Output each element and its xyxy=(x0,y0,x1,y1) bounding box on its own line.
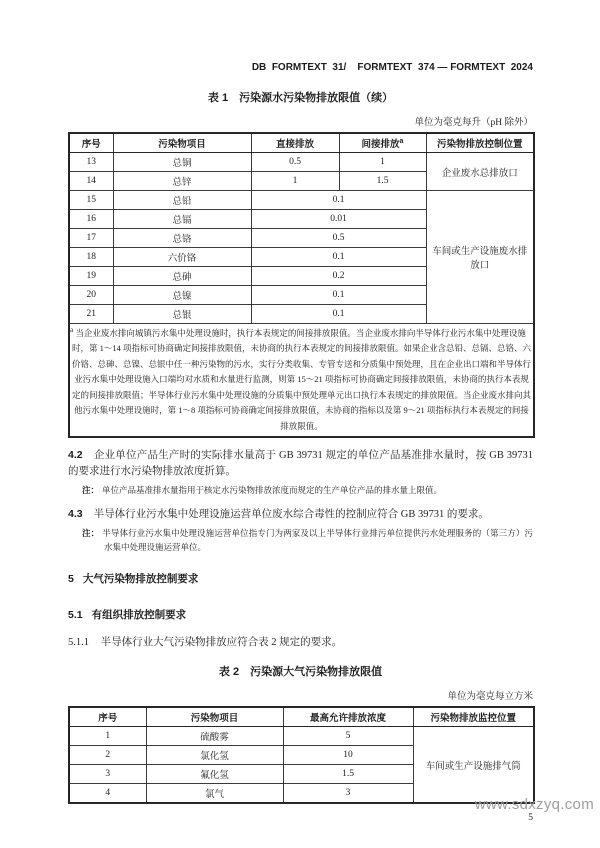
note-label: 注： xyxy=(82,527,100,538)
table-cell: 16 xyxy=(69,210,113,229)
column-header-direct: 直接排放 xyxy=(251,133,339,153)
table2-unit-note: 单位为毫克每立方米 xyxy=(447,692,533,703)
table-cell-merged: 0.2 xyxy=(251,267,426,286)
table-cell: 六价铬 xyxy=(113,248,251,267)
table-cell: 14 xyxy=(69,172,113,191)
table-cell-merged: 0.1 xyxy=(251,305,426,324)
table-cell-merged: 0.1 xyxy=(251,191,426,210)
table-cell: 4 xyxy=(69,784,146,804)
table-cell: 18 xyxy=(69,248,113,267)
watermark-url: www.sdxzyq.com xyxy=(474,796,594,813)
table-cell: 氟化氢 xyxy=(146,765,283,784)
table-cell-merged: 0.01 xyxy=(251,210,426,229)
clause-5-1-1-text: 半导体行业大气污染物排放应符合表 2 规定的要求。 xyxy=(100,636,343,648)
page-content xyxy=(68,62,533,823)
location-cell-group2: 车间或生产设施废水排放口 xyxy=(426,191,534,324)
table-row xyxy=(69,727,534,746)
table1-water-pollutant-limits xyxy=(68,132,535,438)
table-cell: 2 xyxy=(69,746,146,765)
table-cell: 5 xyxy=(283,727,413,746)
table-cell: 总铅 xyxy=(113,191,251,210)
table-cell: 总砷 xyxy=(113,267,251,286)
table-cell: 1 xyxy=(251,172,339,191)
table-cell: 氯气 xyxy=(146,784,283,804)
document-code-header: DB FORMTEXT 31/ FORMTEXT 374 — FORMTEXT 2024 xyxy=(251,62,533,73)
monitor-location-cell: 车间或生产设施排气筒 xyxy=(413,727,534,804)
clause-4-3 xyxy=(68,507,533,523)
note-label: 注： xyxy=(82,484,100,495)
table-cell: 1 xyxy=(69,727,146,746)
footnote-marker: a xyxy=(70,326,74,335)
column-header-seq: 序号 xyxy=(69,133,113,153)
table-cell-merged: 0.1 xyxy=(251,286,426,305)
clause-4-2-number: 4.2 xyxy=(68,449,83,462)
table2-air-pollutant-limits xyxy=(68,706,535,804)
clause-4-2-note xyxy=(82,483,533,497)
table-cell: 1.5 xyxy=(283,765,413,784)
column-header-indirect xyxy=(339,133,426,153)
table-cell: 20 xyxy=(69,286,113,305)
column-header-item: 污染物项目 xyxy=(146,707,283,727)
table-cell: 总铜 xyxy=(113,153,251,172)
table2-title: 表 2 污染源大气污染物排放限值 xyxy=(218,666,383,679)
indirect-footnote-marker: a xyxy=(399,137,404,145)
table-cell: 总镍 xyxy=(113,286,251,305)
table1-title: 表 1 污染源水污染物排放限值（续） xyxy=(207,92,394,104)
column-header-seq: 序号 xyxy=(69,707,146,727)
table1-footnote-row xyxy=(69,324,534,438)
column-header-location: 污染物排放控制位置 xyxy=(426,133,534,153)
column-header-monitor-location: 污染物排放监控位置 xyxy=(413,707,534,727)
table1-unit-note: 单位为毫克每升（pH 除外） xyxy=(414,118,533,128)
indirect-label: 间接排放 xyxy=(361,139,400,150)
table-cell: 氯化氢 xyxy=(146,746,283,765)
table-cell: 总锌 xyxy=(113,172,251,191)
table-cell: 13 xyxy=(69,153,113,172)
clause-4-2-text: 企业单位产品生产时的实际排水量高于 GB 39731 规定的单位产品基准排水量时，按 GB 39731 的要求进行水污染物排放浓度折算。 xyxy=(68,450,533,478)
table-cell: 10 xyxy=(283,746,413,765)
table-cell: 硫酸雾 xyxy=(146,727,283,746)
table-cell: 1 xyxy=(339,153,426,172)
table-cell: 17 xyxy=(69,229,113,248)
section-5-1-heading xyxy=(68,607,533,622)
clause-4-2 xyxy=(68,448,533,480)
table-cell: 总银 xyxy=(113,305,251,324)
table-cell: 总铬 xyxy=(113,229,251,248)
section-5-title: 大气污染物排放控制要求 xyxy=(82,572,199,585)
table-cell: 3 xyxy=(283,784,413,804)
clause-5-1-1 xyxy=(68,635,533,651)
table-cell: 0.5 xyxy=(251,153,339,172)
clause-4-3-number: 4.3 xyxy=(68,507,83,520)
column-header-max-concentration: 最高允许排放浓度 xyxy=(283,707,413,727)
page-number: 5 xyxy=(528,813,533,824)
table1-header-row xyxy=(69,133,534,153)
table-cell: 3 xyxy=(69,765,146,784)
table-row xyxy=(69,191,534,210)
table1-footnote xyxy=(69,324,534,438)
note-text: 单位产品基准排水量指用于核定水污染物排放浓度而规定的生产单位产品的排水量上限值。 xyxy=(102,484,443,495)
table-cell: 19 xyxy=(69,267,113,286)
note-text: 半导体行业污水集中处理设施运营单位指专门为两家及以上半导体行业排污单位提供污水处理服务的（第三方）污水集中处理设施运营单位。 xyxy=(102,527,533,552)
table-row xyxy=(69,153,534,172)
table-cell: 15 xyxy=(69,191,113,210)
footnote-text: 当企业废水排向城镇污水集中处理设施时，执行本表规定的间接排放限值。当企业废水排向半导体行业污水集中处理设施时，第 1～14 项指标可协商确定间接排放限值，未协商的执行本表规定的间接排放限值。如果企业含总铅、总镉、总铬、六价铬、总砷、总镍、总银中任一种污染物的污水，实行分类收集、专管专送和分质集中预处理，且在企业出口端和半导体行业污水集中处理设施入口端均对水质和水量进行监测，则第 15～21 项指标可协商确定间接排放限值，未协商的执行本表规定的间接排放限值；半导体行业污水集中处理设施的分质集中预处理单元出口执行本表规定的排放限值。当企业废水排向其他污水集中处理设施时，第 1～8 项指标可协商确定间接排放限值，未协商的指标以及第 9～21 项指标执行本表规定的间接排放限值。 xyxy=(72,328,532,431)
clause-4-3-note xyxy=(82,526,533,554)
table2-header-row xyxy=(69,707,534,727)
table-cell: 1.5 xyxy=(339,172,426,191)
section-5-1-number: 5.1 xyxy=(68,608,83,621)
clause-5-1-1-number: 5.1.1 xyxy=(68,636,89,648)
table-cell: 21 xyxy=(69,305,113,324)
table-cell-merged: 0.5 xyxy=(251,229,426,248)
clause-4-3-text: 半导体行业污水集中处理设施运营单位废水综合毒性的控制应符合 GB 39731 的要求。 xyxy=(93,508,489,520)
table-cell-merged: 0.1 xyxy=(251,248,426,267)
column-header-item: 污染物项目 xyxy=(113,133,251,153)
location-cell-group1: 企业废水总排放口 xyxy=(426,153,534,191)
section-5-number: 5 xyxy=(68,572,74,585)
section-5-heading xyxy=(68,571,533,586)
table-cell: 总镉 xyxy=(113,210,251,229)
section-5-1-title: 有组织排放控制要求 xyxy=(91,608,187,621)
